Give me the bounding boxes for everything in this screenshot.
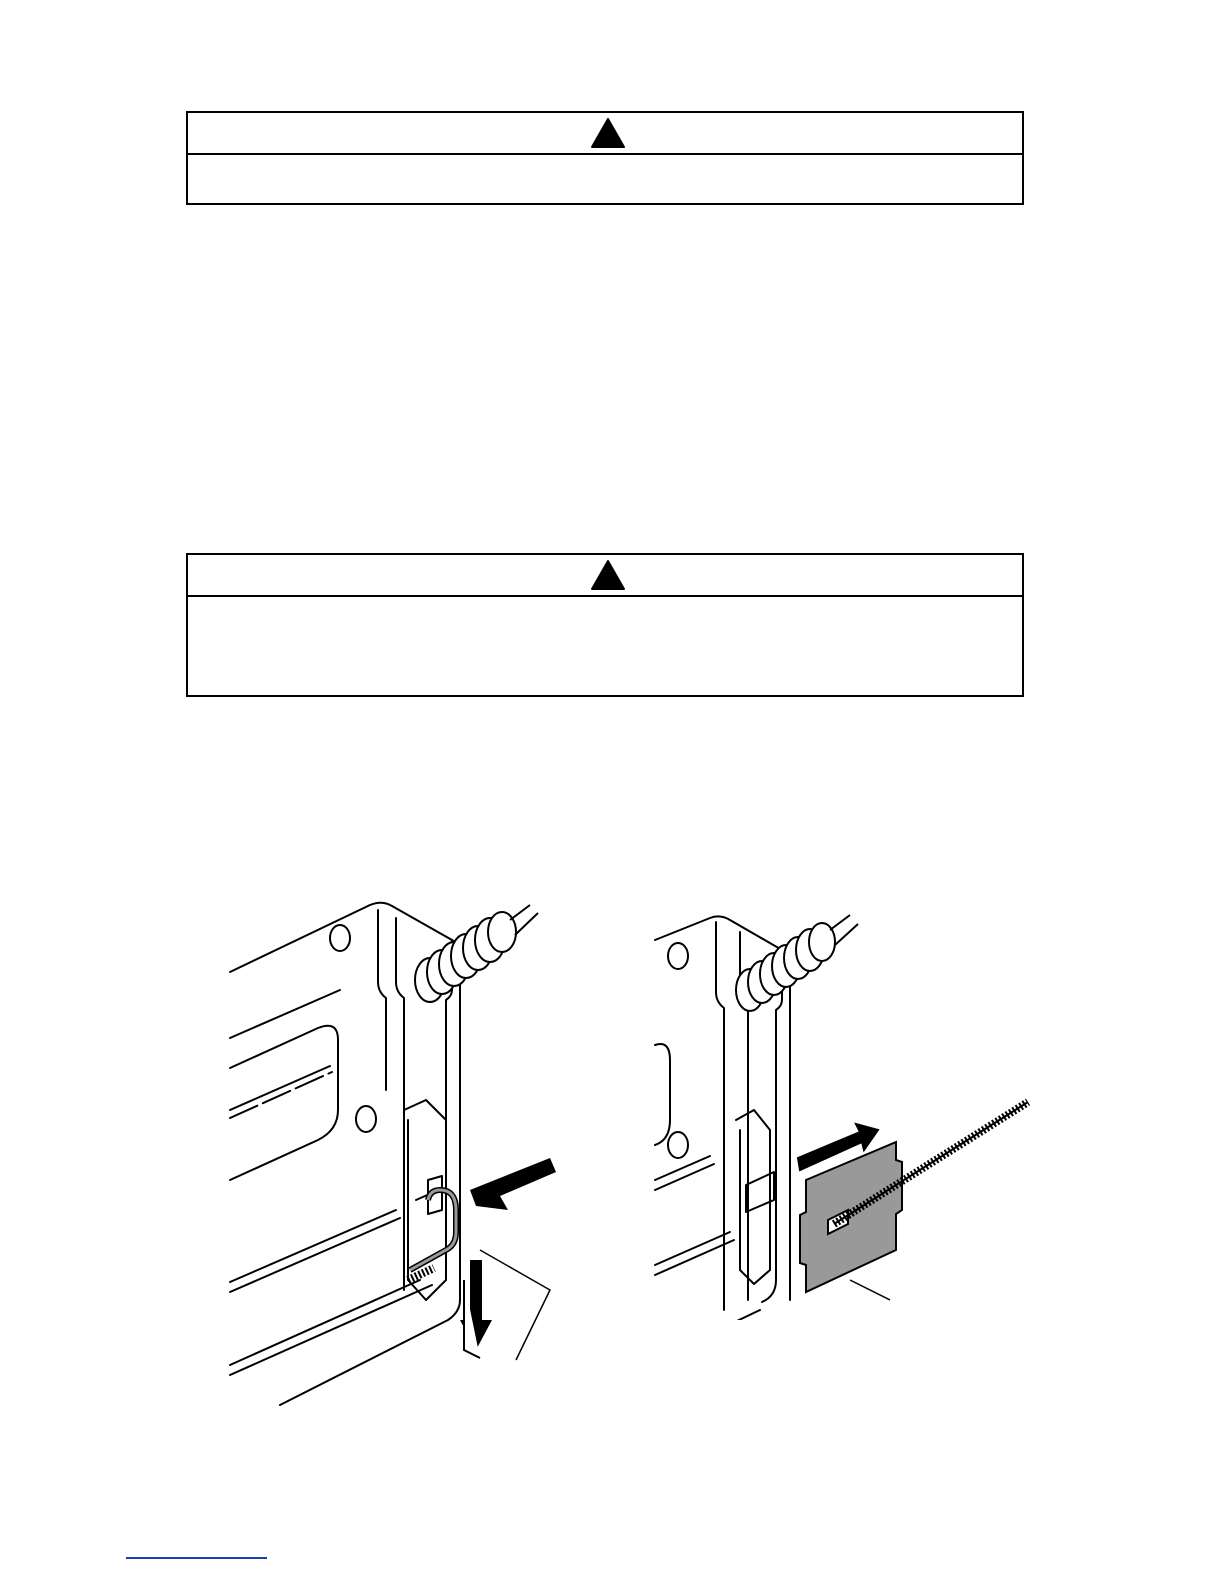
- illustration-reconnect: [650, 880, 1030, 1320]
- warning-box-1: [186, 111, 1024, 205]
- illustration-disconnect: [220, 880, 580, 1410]
- footer-link-rule: [126, 1557, 267, 1559]
- warning-triangle-icon: [590, 117, 626, 149]
- warning-triangle-icon: [590, 559, 626, 591]
- warning-box-2: [186, 553, 1024, 697]
- opener-rail-disconnect-icon: [220, 880, 580, 1410]
- warning-header-2: [188, 555, 1022, 597]
- warning-header-1: [188, 113, 1022, 155]
- opener-rail-reconnect-icon: [650, 880, 1030, 1320]
